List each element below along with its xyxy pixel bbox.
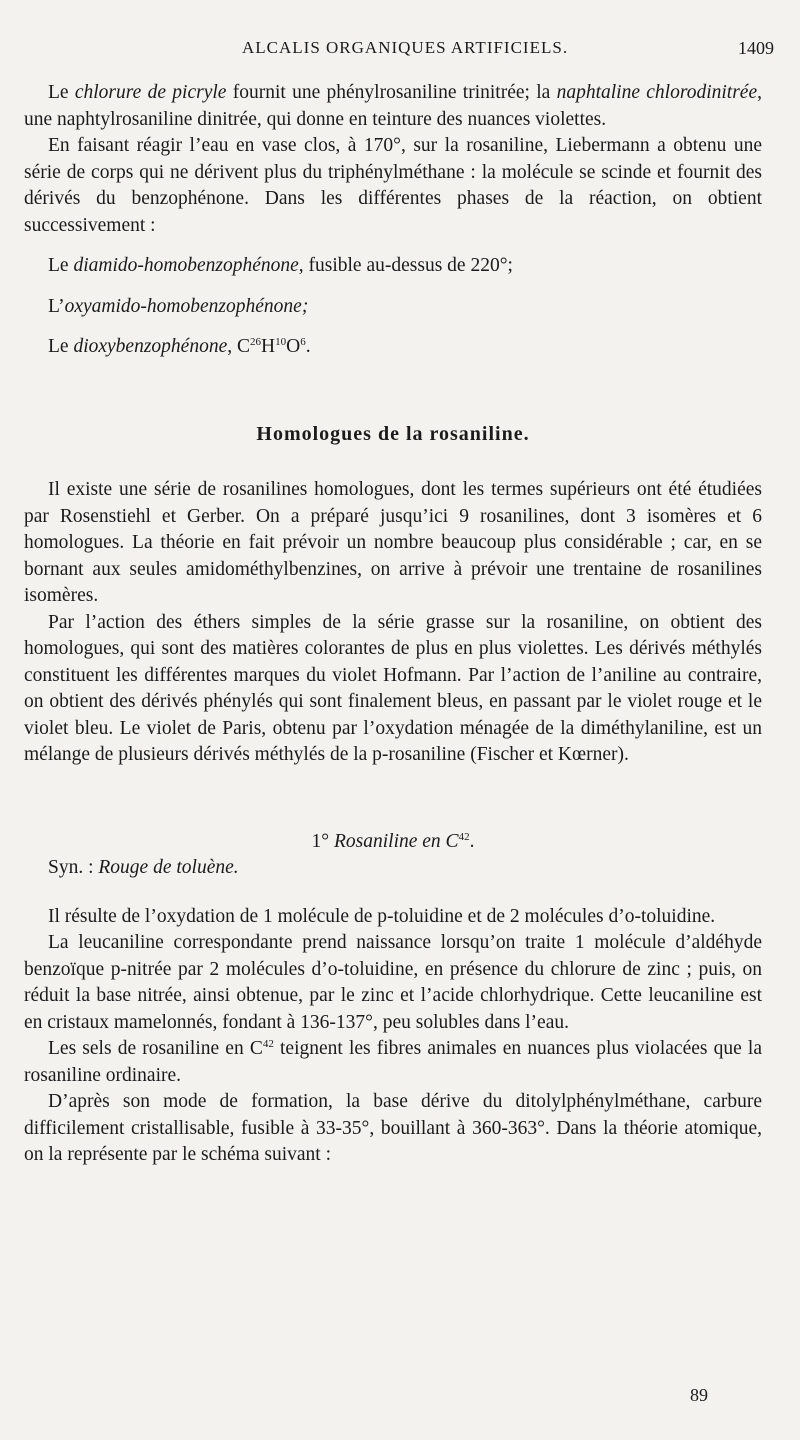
text-run: H — [261, 336, 276, 357]
italic-term: Rosaniline en C — [333, 830, 459, 852]
formula-superscript: 10 — [275, 336, 287, 348]
text-body — [24, 80, 762, 1169]
page-number: 1409 — [738, 38, 774, 58]
text-run: Le — [48, 82, 75, 103]
text-run: , une naphtylrosaniline dinitrée, qui donne en teinture des nuances violettes. — [24, 82, 762, 130]
list-item-oxyamido — [24, 294, 762, 321]
italic-term: naphtaline chlorodinitrée — [556, 82, 758, 103]
formula-superscript: 42 — [262, 1038, 274, 1050]
italic-term: chlorure de picryle — [74, 82, 227, 103]
paragraph-homologues: Il existe une série de rosanilines homologues, dont les termes supérieurs ont été étudiées par Rosenstiehl et Gerber. On a préparé jusqu’ici 9 rosanilines, dont 3 isomères et 6 homologues. La théorie en fait prévoir un nombre beaucoup plus considérable ; car, en se bornant aux seules amidométhylbenzines, on arrive à prévoir une trentaine de rosanilines isomères. — [24, 479, 762, 606]
list-item-diamido — [24, 253, 762, 280]
text-run: Syn. : — [48, 857, 99, 878]
running-header — [24, 38, 774, 64]
paragraph-ditolyl: D’après son mode de formation, la base dérive du ditolylphénylméthane, carbure difficilement cristallisable, fusible à 33-35°, bouillant à 360-363°. Dans la théorie atomique, on la représente par le schéma suivant : — [24, 1091, 762, 1165]
text-run: Le — [48, 336, 74, 357]
italic-term: diamido-homobenzophénone — [73, 255, 299, 276]
paragraph-ethers: Par l’action des éthers simples de la série grasse sur la rosaniline, on obtient des homologues, qui sont des matières colorantes de plus en plus violettes. Les dérivés méthylés constituent les différentes marques du violet Hofmann. Par l’action de l’aniline au contraire, on obtient des dérivés phénylés qui sont finalement bleus, en passant par le violet rouge et le violet bleu. Le violet de Paris, obtenu par l’oxydation ménagée de la diméthylaniline, est un mélange de plusieurs dérivés méthylés de la p-rosaniline (Fischer et Kœrner). — [24, 611, 762, 765]
text-run: . — [469, 830, 475, 852]
paragraph-leucaniline: La leucaniline correspondante prend naissance lorsqu’on traite 1 molécule d’aldéhyde benzoïque p-nitrée par 2 molécules d’o-toluidine, en présence du chlorure de zinc ; puis, on réduit la base nitrée, ainsi obtenue, par le zinc et l’acide chlorhydrique. Cette leucaniline est en cristaux mamelonnés, fondant à 136-137°, peu solubles dans l’eau. — [24, 932, 762, 1033]
signature-mark: 89 — [690, 1385, 708, 1405]
paragraph-liebermann: En faisant réagir l’eau en vase clos, à 170°, sur la rosaniline, Liebermann a obtenu une série de corps qui ne dérivent plus du triphénylméthane : la molécule se scinde et fournit des dérivés du benzophénone. Dans les différentes phases de la réaction, on obtient successivement : — [24, 135, 762, 236]
text-run: , C — [227, 336, 251, 357]
text-run: teignent les fibres animales en nuances plus violacées que la rosaniline ordinaire. — [24, 1038, 762, 1086]
text-run: Les sels de rosaniline en C — [48, 1038, 263, 1059]
text-run: L’ — [48, 295, 65, 317]
text-run: fournit une phénylrosaniline trinitrée; la — [226, 82, 557, 103]
section-heading: Homologues de la rosaniline. — [256, 422, 530, 445]
text-run: , fusible au-dessus de 220°; — [298, 255, 513, 276]
formula-superscript: 26 — [250, 336, 262, 348]
text-run: 1° — [311, 830, 334, 852]
italic-term: dioxybenzophénone — [73, 336, 228, 357]
italic-term: oxyamido-homobenzophénone; — [64, 295, 309, 317]
text-run: Le — [48, 255, 74, 276]
subheading-rosaniline-c42 — [24, 829, 762, 856]
italic-term: Rouge de toluène. — [98, 857, 239, 878]
formula-superscript: 6 — [300, 336, 306, 348]
text-run: . — [305, 336, 311, 357]
text-run: O — [286, 336, 301, 357]
synonym-line — [24, 855, 762, 882]
formula-superscript: 42 — [458, 830, 470, 843]
paragraph-oxydation: Il résulte de l’oxydation de 1 molécule de p-toluidine et de 2 molécules d’o-toluidine. — [48, 905, 716, 927]
list-item-dioxy — [24, 334, 762, 361]
running-title: ALCALIS ORGANIQUES ARTIFICIELS. — [242, 38, 569, 57]
paragraph-picryle — [24, 80, 762, 133]
paragraph-sels — [24, 1036, 762, 1089]
